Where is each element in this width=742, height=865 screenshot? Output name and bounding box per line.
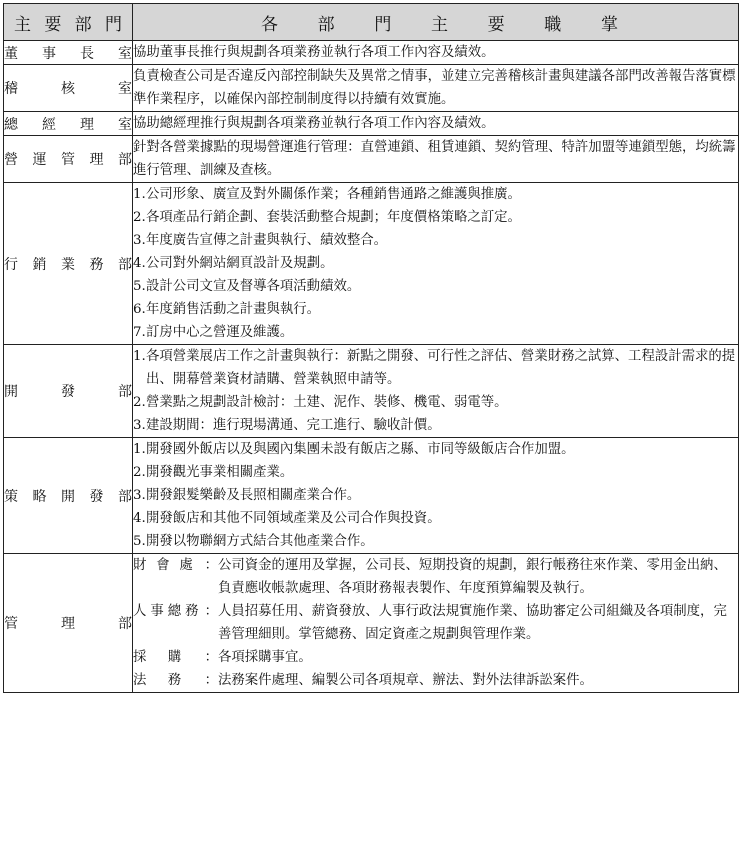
sub-unit-label-char: 法 [133, 673, 147, 688]
duty-list-item [133, 275, 738, 298]
header-department-label [4, 10, 132, 35]
duty-list-item [133, 391, 738, 414]
duty-list-item [133, 507, 738, 530]
duties-cell [133, 438, 739, 554]
duty-item-text: 營業點之規劃設計檢討：土建、泥作、裝修、機電、弱電等。 [146, 395, 508, 410]
department-name-char: 業 [61, 256, 75, 273]
duty-item-text: 開發觀光事業相關產業。 [146, 465, 294, 480]
duty-item-text: 設計公司文宣及督導各項活動績效。 [146, 279, 361, 294]
department-name-char: 部 [118, 152, 132, 168]
duty-list-item [133, 461, 738, 484]
table-row [4, 345, 739, 438]
department-name-char: 部 [118, 384, 132, 400]
department-name [4, 114, 132, 134]
sub-unit-label-char: 人 [133, 604, 147, 619]
department-name [4, 43, 132, 63]
header-char: 要 [487, 14, 505, 35]
department-name-char: 室 [118, 45, 132, 62]
sub-unit-label-char: 處 [179, 558, 193, 573]
department-name-char: 營 [4, 152, 18, 168]
header-char: 主 [430, 14, 448, 35]
duty-list [133, 438, 738, 553]
department-name [4, 254, 132, 274]
department-name-cell [4, 41, 133, 65]
duty-list-item [133, 229, 738, 252]
table-row [4, 65, 739, 112]
duties-cell [133, 554, 739, 693]
header-char: 掌 [600, 14, 618, 35]
department-name [4, 149, 132, 169]
department-name-cell [4, 554, 133, 693]
department-duties-table [3, 3, 739, 693]
duty-item-number: 5. [133, 534, 146, 549]
sub-unit [133, 554, 738, 600]
sub-unit-text: 人員招募任用、薪資發放、人事行政法規實施作業、協助審定公司組織及各項制度，完善管理細則。掌管總務、固定資產之規劃與管理作業。 [218, 604, 727, 642]
duty-text: 協助董事長推行與規劃各項業務並執行各項工作內容及績效。 [133, 45, 495, 60]
department-name-char: 管 [61, 152, 75, 168]
duty-item-text: 年度廣告宣傳之計畫與執行、績效整合。 [146, 233, 388, 248]
duty-item-text: 各項營業展店工作之計畫與執行：新點之開發、可行性之評估、營業財務之試算、工程設計需求的提出、開幕營業資材請購、營業執照申請等。 [146, 349, 736, 387]
label-colon: ： [204, 650, 218, 665]
duty-item-number: 3. [133, 488, 146, 503]
duty-list-item [133, 530, 738, 553]
duty-item-number: 7. [133, 325, 146, 340]
header-duties-label [133, 10, 738, 35]
table-row [4, 112, 739, 136]
sub-unit [133, 646, 738, 669]
department-name-char: 經 [42, 116, 56, 133]
duty-item-number: 4. [133, 511, 146, 526]
header-char: 部 [317, 14, 335, 35]
department-name-char: 管 [4, 616, 18, 632]
sub-unit-text: 公司資金的運用及掌握，公司長、短期投資的規劃，銀行帳務往來作業、零用金出納、負責應收帳款處理、各項財務報表製作、年度預算編製及執行。 [218, 558, 727, 596]
sub-unit-label-char: 總 [167, 604, 182, 619]
header-department [4, 4, 133, 41]
duty-list-item [133, 414, 738, 437]
department-name-char: 略 [32, 488, 47, 505]
department-name-cell [4, 438, 133, 554]
sub-unit-label [133, 554, 218, 600]
duty-item-number: 2. [133, 210, 146, 225]
department-name-char: 稽 [4, 81, 18, 97]
sub-unit-label-char: 會 [156, 558, 170, 573]
duties-cell [133, 41, 739, 65]
duty-list-item [133, 206, 738, 229]
header-char: 門 [104, 14, 122, 35]
duty-item-text: 開發飯店和其他不同領域產業及公司合作與投資。 [146, 511, 441, 526]
duty-text: 協助總經理推行與規劃各項業務並執行各項工作內容及績效。 [133, 116, 495, 131]
department-name-char: 行 [4, 256, 18, 273]
department-name-char: 運 [32, 152, 47, 168]
department-name-char: 董 [4, 45, 18, 62]
header-char: 部 [74, 14, 92, 35]
department-name-char: 核 [61, 81, 75, 97]
department-name-cell [4, 65, 133, 112]
duty-item-number: 6. [133, 302, 146, 317]
department-name-char: 開 [4, 384, 18, 400]
sub-unit-label [133, 669, 218, 692]
duty-list-item [133, 438, 738, 461]
duty-item-number: 1. [133, 442, 146, 457]
department-name-char: 發 [61, 384, 75, 400]
department-name-cell [4, 345, 133, 438]
department-name-char: 長 [80, 45, 94, 62]
sub-unit [133, 600, 738, 646]
department-name [4, 381, 132, 401]
sub-unit-label-char: 購 [167, 650, 182, 665]
sub-unit-label-char: 財 [133, 558, 147, 573]
department-name [4, 613, 132, 633]
table-row [4, 554, 739, 693]
duty-text: 針對各營業據點的現場營運進行管理：直營連鎖、租賃連鎖、契約管理、特許加盟等連鎖型態，均統籌進行管理、訓練及查核。 [133, 140, 736, 178]
duty-item-text: 公司形象、廣宣及對外關係作業；各種銷售通路之維護與推廣。 [146, 187, 521, 202]
duty-item-number: 3. [133, 418, 146, 433]
duty-list [133, 183, 738, 344]
duty-item-number: 2. [133, 395, 146, 410]
header-char: 職 [544, 14, 562, 35]
table-row [4, 438, 739, 554]
sub-unit-text: 法務案件處理、編製公司各項規章、辦法、對外法律訴訟案件。 [218, 673, 593, 688]
duty-item-text: 公司對外網站網頁設計及規劃。 [146, 256, 334, 271]
sub-unit-label-char: 務 [167, 673, 182, 688]
label-colon: ： [204, 604, 218, 619]
duty-item-number: 1. [133, 349, 146, 364]
duties-cell [133, 136, 739, 183]
sub-unit-text: 各項採購事宜。 [218, 650, 312, 665]
department-name [4, 78, 132, 98]
duties-cell [133, 112, 739, 136]
duty-item-number: 2. [133, 465, 146, 480]
department-name-char: 理 [89, 152, 104, 168]
department-name-char: 銷 [32, 256, 47, 273]
header-duties [133, 4, 739, 41]
table-header-row [4, 4, 739, 41]
duty-item-number: 5. [133, 279, 146, 294]
department-name-char: 室 [118, 116, 132, 133]
duty-item-text: 建設期間：進行現場溝通、完工進行、驗收計價。 [146, 418, 441, 433]
department-name-char: 策 [4, 488, 18, 505]
sub-unit-label-char: 務 [185, 604, 199, 619]
duty-item-text: 開發以物聯網方式結合其他產業合作。 [146, 534, 374, 549]
duty-list-item [133, 298, 738, 321]
duty-item-text: 年度銷售活動之計畫與執行。 [146, 302, 321, 317]
duty-item-number: 1. [133, 187, 146, 202]
header-char: 門 [374, 14, 392, 35]
duties-cell [133, 345, 739, 438]
duty-item-number: 3. [133, 233, 146, 248]
duty-list-item [133, 345, 738, 391]
label-colon: ： [204, 673, 218, 688]
department-name-char: 理 [61, 616, 75, 632]
department-name-char: 務 [89, 256, 104, 273]
duty-list-item [133, 484, 738, 507]
duties-cell [133, 183, 739, 345]
duty-text: 負責檢查公司是否違反內部控制缺失及異常之情事，並建立完善稽核計畫與建議各部門改善報告落實標準作業程序，以確保內部控制制度得以持續有效實施。 [133, 69, 736, 107]
department-name-char: 部 [118, 256, 132, 273]
header-char: 要 [44, 14, 62, 35]
department-name [4, 486, 132, 506]
table-row [4, 136, 739, 183]
sub-unit-label-char: 採 [133, 650, 147, 665]
table-row [4, 41, 739, 65]
department-name-char: 部 [118, 488, 132, 505]
label-colon: ： [204, 558, 218, 573]
sub-unit-label [133, 600, 218, 646]
duty-list [133, 345, 738, 437]
department-name-cell [4, 183, 133, 345]
duty-list-item [133, 183, 738, 206]
header-char: 各 [261, 14, 278, 35]
header-char: 主 [14, 14, 31, 35]
duty-list-item [133, 321, 738, 344]
department-name-char: 室 [118, 81, 132, 97]
department-name-cell [4, 112, 133, 136]
table-row [4, 183, 739, 345]
department-name-char: 部 [118, 616, 132, 632]
department-name-char: 開 [61, 488, 75, 505]
duty-item-text: 各項產品行銷企劃、套裝活動整合規劃；年度價格策略之訂定。 [146, 210, 521, 225]
sub-unit-label-char: 事 [150, 604, 164, 619]
department-name-char: 事 [42, 45, 56, 62]
department-name-char: 理 [80, 116, 94, 133]
duties-cell [133, 65, 739, 112]
duty-list-item [133, 252, 738, 275]
department-name-char: 發 [89, 488, 104, 505]
sub-unit-label [133, 646, 218, 669]
department-name-char: 總 [4, 116, 18, 133]
department-name-cell [4, 136, 133, 183]
duty-item-number: 4. [133, 256, 146, 271]
duty-item-text: 訂房中心之營運及維護。 [146, 325, 294, 340]
sub-unit [133, 669, 738, 692]
duty-item-text: 開發國外飯店以及與國內集團未設有飯店之縣、市同等級飯店合作加盟。 [146, 442, 575, 457]
duty-item-text: 開發銀髮樂齡及長照相關產業合作。 [146, 488, 361, 503]
